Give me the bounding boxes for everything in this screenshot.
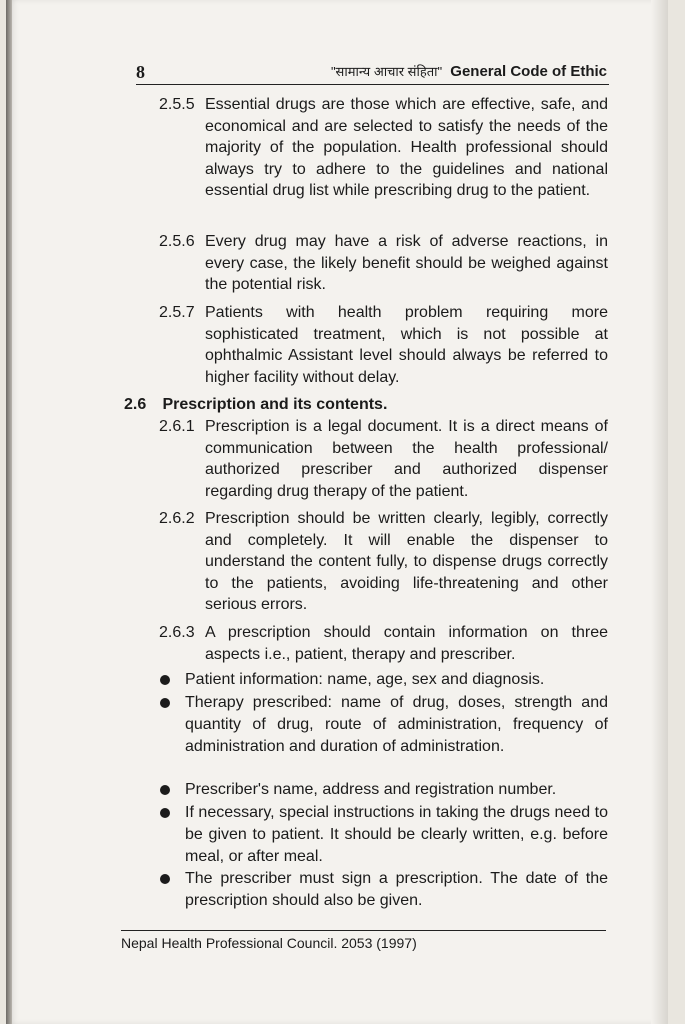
page-edge-shadow (651, 0, 668, 1024)
clause-number: 2.5.7 (159, 304, 195, 321)
clause-text: A prescription should contain information on three aspects i.e., patient, therapy and prescriber. (205, 624, 608, 663)
clause-text: Essential drugs are those which are effective, safe, and economical and are selected to satisfy the needs of the majority of the population. Health professional should always try to adhere to the guidelines and national essential drug list while prescribing drug to the patient. (205, 96, 608, 200)
running-title (331, 62, 607, 80)
section-number: 2.6 (124, 396, 147, 413)
footer-divider (121, 930, 606, 931)
clause-number: 2.5.6 (159, 233, 195, 250)
bullet-dot-icon (160, 785, 170, 795)
section-heading (124, 394, 387, 416)
section-title: Prescription and its contents. (162, 396, 388, 413)
bullet-text: The prescriber must sign a prescription. The date of the prescription should also be given. (185, 870, 608, 909)
bullet-text: Prescriber's name, address and registration number. (185, 781, 557, 798)
bullet-text: Patient information: name, age, sex and diagnosis. (185, 671, 545, 688)
clause-number: 2.6.2 (159, 510, 195, 527)
book-spine (6, 0, 12, 1024)
clause-text: Patients with health problem requiring more sophisticated treatment, which is not possible at ophthalmic Assistant level should always be referred to higher facility without delay. (205, 304, 608, 386)
clause-number: 2.5.5 (159, 96, 195, 113)
bullet-text: If necessary, special instructions in taking the drugs need to be given to patient. It should be clearly written, e.g. before meal, or after meal. (185, 804, 608, 865)
clause-number: 2.6.3 (159, 624, 195, 641)
clause-text: Prescription should be written clearly, legibly, correctly and completely. It will enable the dispenser to understand the content fully, to dispense drugs correctly to the patients, avoiding life-threatening and other serious errors. (205, 510, 608, 614)
clause-text: Every drug may have a risk of adverse reactions, in every case, the likely benefit should be weighed against the potential risk. (205, 233, 608, 294)
page-number: 8 (136, 62, 145, 82)
clause-text: Prescription is a legal document. It is a direct means of communication between the health professional/ authorized prescriber and authorized dispenser regarding drug therapy of the patient. (205, 418, 608, 500)
footer-text: Nepal Health Professional Council. 2053 (1997) (121, 935, 417, 951)
bullet-text: Therapy prescribed: name of drug, doses, strength and quantity of drug, route of administration, frequency of administration and duration of administration. (185, 694, 608, 755)
bullet-dot-icon (160, 808, 170, 818)
running-title-english: General Code of Ethic (450, 63, 607, 80)
running-header (136, 60, 609, 85)
running-title-devanagari: "सामान्य आचार संहिता" (330, 64, 443, 79)
bullet-dot-icon (160, 675, 170, 685)
bullet-dot-icon (160, 874, 170, 884)
bullet-dot-icon (160, 698, 170, 708)
clause-number: 2.6.1 (159, 418, 195, 435)
